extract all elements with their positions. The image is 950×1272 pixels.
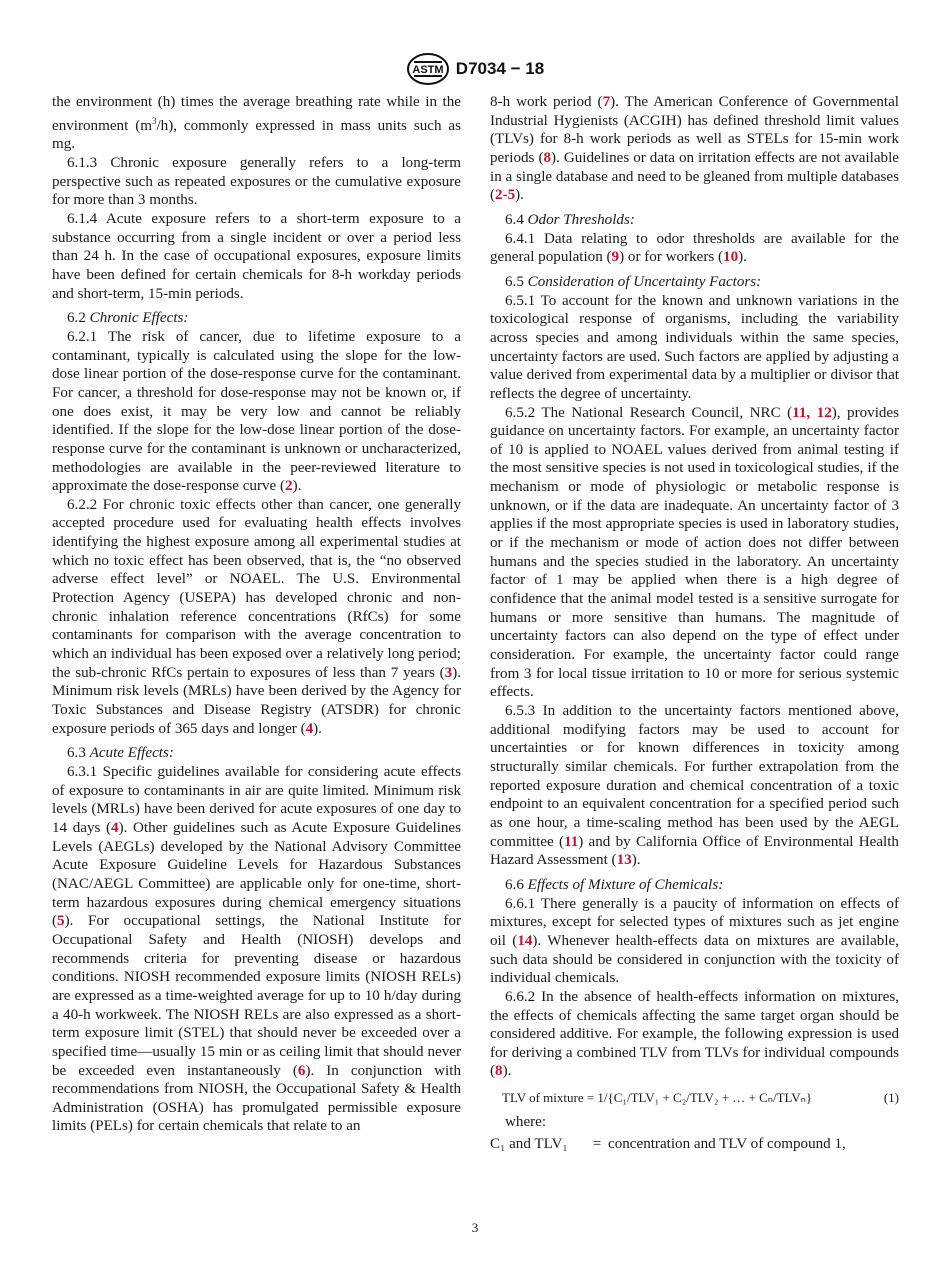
page-number: 3 <box>471 1220 479 1235</box>
reference-link[interactable]: 13 <box>616 852 632 869</box>
reference-link[interactable]: 8 <box>495 1063 503 1080</box>
paragraph-6-6-1: 6.6.1 There generally is a paucity of information on effects of mixtures, except for selected types of mixtures such as jet engine oil (14). Whenever health-effects data on mixtures are available, such data should be considered in conjunction with the toxicity of individual chemicals. <box>490 895 900 987</box>
section-heading-6-4: 6.4 Odor Thresholds: <box>505 211 635 228</box>
section-heading-6-2: 6.2 Chronic Effects: <box>67 310 189 327</box>
paragraph-6-2-2: 6.2.2 For chronic toxic effects other than cancer, one generally accepted procedure used for evaluating health effects involves identifying the highest exposure among all experimental studies at which no toxic effect has been observed, that is, the “no observed adverse effect level” or NOAEL. The U.S. Environmental Protection Agency (USEPA) has developed chronic and non-chronic inhalation reference concentrations (RfCs) for some contaminants for comparison with the average concentration to which an individual has been exposed over a relatively long period; the sub-chronic RfCs pertain to exposures of less than 7 years (3). Minimum risk levels (MRLs) have been derived by the Agency for Toxic Substances and Disease Registry (ATSDR) for chronic exposure periods of 365 days and longer (4). <box>52 496 461 737</box>
reference-link[interactable]: 14 <box>517 932 533 949</box>
section-heading-6-3: 6.3 Acute Effects: <box>67 745 174 762</box>
equation-expression: TLV of mixture = 1/{C₁/TLV₁ + C₂/TLV₂ + … + Cₙ/TLVₙ} <box>502 1090 813 1106</box>
svg-text:ASTM: ASTM <box>412 64 444 76</box>
reference-link[interactable]: 2 <box>285 478 293 495</box>
equation-1 <box>490 1089 899 1108</box>
definition-separator: = <box>592 1136 602 1153</box>
paragraph-continuation: 8-h work period (7). The American Conference of Governmental Industrial Hygienists (ACGIH) has defined threshold limit values (TLVs) for 8-h work periods as well as STELs for 15-min work periods (8). Guidelines or data on irritation effects are not available in a single database and need to be gleaned from multiple databases (2-5). <box>490 94 900 204</box>
paragraph-6-2-1: 6.2.1 The risk of cancer, due to lifetime exposure to a contaminant, typically is calculated using the slope for the low-dose linear portion of the dose-response curve for the contaminant. For cancer, a threshold for dose-response may not be known or, if one does exist, it may be very low and cannot be reliably identified. If the slope for the low-dose linear portion of the dose-response curve for the contaminant is unknown or uncharacterized, methodologies are available in the peer-reviewed literature to approximate the dose-response curve (2). <box>52 328 461 495</box>
paragraph-6-3-1: 6.3.1 Specific guidelines available for considering acute effects of exposure to contaminants in air are quite limited. Minimum risk levels (MRLs) have been derived for acute exposures of one day to 14 days (4). Other guidelines such as Acute Exposure Guidelines Levels (AEGLs) developed by the National Advisory Committee Acute Exposure Guideline Levels for Hazardous Substances (NAC/AEGL Committee) are applicable only for one-time, short-term hazardous exposures during chemical emergency situations (5). For occupational settings, the National Institute for Occupational Safety and Health (NIOSH) develops and recommends criteria for preventing disease or hazardous conditions. NIOSH recommended exposure limits (NIOSH RELs) are expressed as a time-weighted average for up to 10 h/day during a 40-h workweek. The NIOSH RELs are also expressed as a short-term exposure limit (STEL) that should never be exceeded over a specified time—usually 15 min or as ceiling limit that should never be exceeded even instantaneously (6). In conjunction with recommendations from NIOSH, the Occupational Safety & Health Administration (OSHA) has promulgated permissible exposure limits (PELs) for certain chemicals that relate to an <box>52 764 462 1135</box>
reference-link[interactable]: 10 <box>723 249 739 266</box>
paragraph-6-5-3: 6.5.3 In addition to the uncertainty factors mentioned above, additional modifying factors may be used to account for uncertainties or for known differences in toxicity among structurally similar chemicals. For further extrapolation from the reported exposure duration and chemical concentration of a toxic endpoint to an equivalent concentration for a specified period such as one hour, a time-scaling method has been used by the AEGL committee (11) and by California Office of Environmental Health Hazard Assessment (13). <box>490 703 899 869</box>
reference-link[interactable]: 2-5 <box>495 187 516 204</box>
definition-row <box>490 1135 899 1154</box>
where-label: where: <box>505 1113 547 1130</box>
paragraph-6-5-1: 6.5.1 To account for the known and unknown variations in the toxicological response of organisms, including the variability across species and among individuals within the same species, uncertainty factors are used. Such factors are applied by adjusting a value derived from experimental data by a multiplier or divisor that reflects the degree of uncertainty. <box>490 292 899 402</box>
reference-link[interactable]: 6 <box>297 1062 306 1079</box>
paragraph-6-1-4: 6.1.4 Acute exposure refers to a short-term exposure to a substance occurring from a single incident or over a period less than 24 h. In the case of occupational exposures, exposure limits have been defined for certain chemicals for 8-h workday periods and short-term, 15-min periods. <box>52 210 461 302</box>
reference-link[interactable]: 5 <box>57 913 65 930</box>
reference-link[interactable]: 8 <box>543 149 552 166</box>
left-column <box>52 93 461 1136</box>
equation-number: (1) <box>883 1090 899 1106</box>
right-column <box>490 93 899 1154</box>
definition-term: C₁ and TLV₁ <box>490 1136 568 1153</box>
section-heading-6-6: 6.6 Effects of Mixture of Chemicals: <box>505 876 724 893</box>
reference-link[interactable]: 4 <box>305 720 314 737</box>
reference-link[interactable]: 3 <box>444 664 453 681</box>
paragraph-6-5-2: 6.5.2 The National Research Council, NRC (11, 12), provides guidance on uncertainty factors. For example, an uncertainty factor of 10 is applied to NOAEL values derived from animal testing if the most sensitive species is not used in toxicological studies, if the mechanism or mode of physiologic or metabolic response is unknown, or if the data are inadequate. An uncertainty factor of 3 applies if the most appropriate species is used in laboratory studies, or if the mechanism or mode of action does not differ between humans and the species studied in the laboratory. An uncertainty factor of 1 may be applied when there is a high degree of confidence that the animal model tested is a sensitive surrogate for humans or more sensitive than humans. The magnitude of uncertainty factors can also depend on the type of effect under consideration. For example, the uncertainty factor could range from 3 for local tissue irritation to 10 or more for serious systemic effects. <box>490 404 900 701</box>
reference-link[interactable]: 7 <box>602 94 611 110</box>
paragraph-6-1-3: 6.1.3 Chronic exposure generally refers to a long-term perspective such as repeated exposures or the cumulative exposure for more than 3 months. <box>52 155 461 209</box>
paragraph-6-4-1: 6.4.1 Data relating to odor thresholds are available for the general population (9) or for workers (10). <box>490 230 899 266</box>
paragraph-continuation: the environment (h) times the average breathing rate while in the environment $(m^3/h)$, commonly expressed in mass units such as mg. <box>52 94 461 153</box>
page-header <box>0 52 950 86</box>
document-id: D7034 − 18 <box>455 59 545 78</box>
astm-logo-icon <box>406 52 450 86</box>
reference-link[interactable]: 9 <box>611 249 620 266</box>
reference-link[interactable]: 4 <box>111 819 119 836</box>
paragraph-6-6-2: 6.6.2 In the absence of health-effects information on mixtures, the effects of chemicals affecting the same target organ should be considered additive. For example, the following expression is used for deriving a combined TLV from TLVs for individual compounds (8). <box>490 988 899 1080</box>
reference-link[interactable]: 11, 12 <box>792 404 832 421</box>
section-heading-6-5: 6.5 Consideration of Uncertainty Factors: <box>505 273 762 290</box>
definition-description: concentration and TLV of compound 1, <box>608 1136 846 1153</box>
reference-link[interactable]: 11 <box>564 833 579 850</box>
